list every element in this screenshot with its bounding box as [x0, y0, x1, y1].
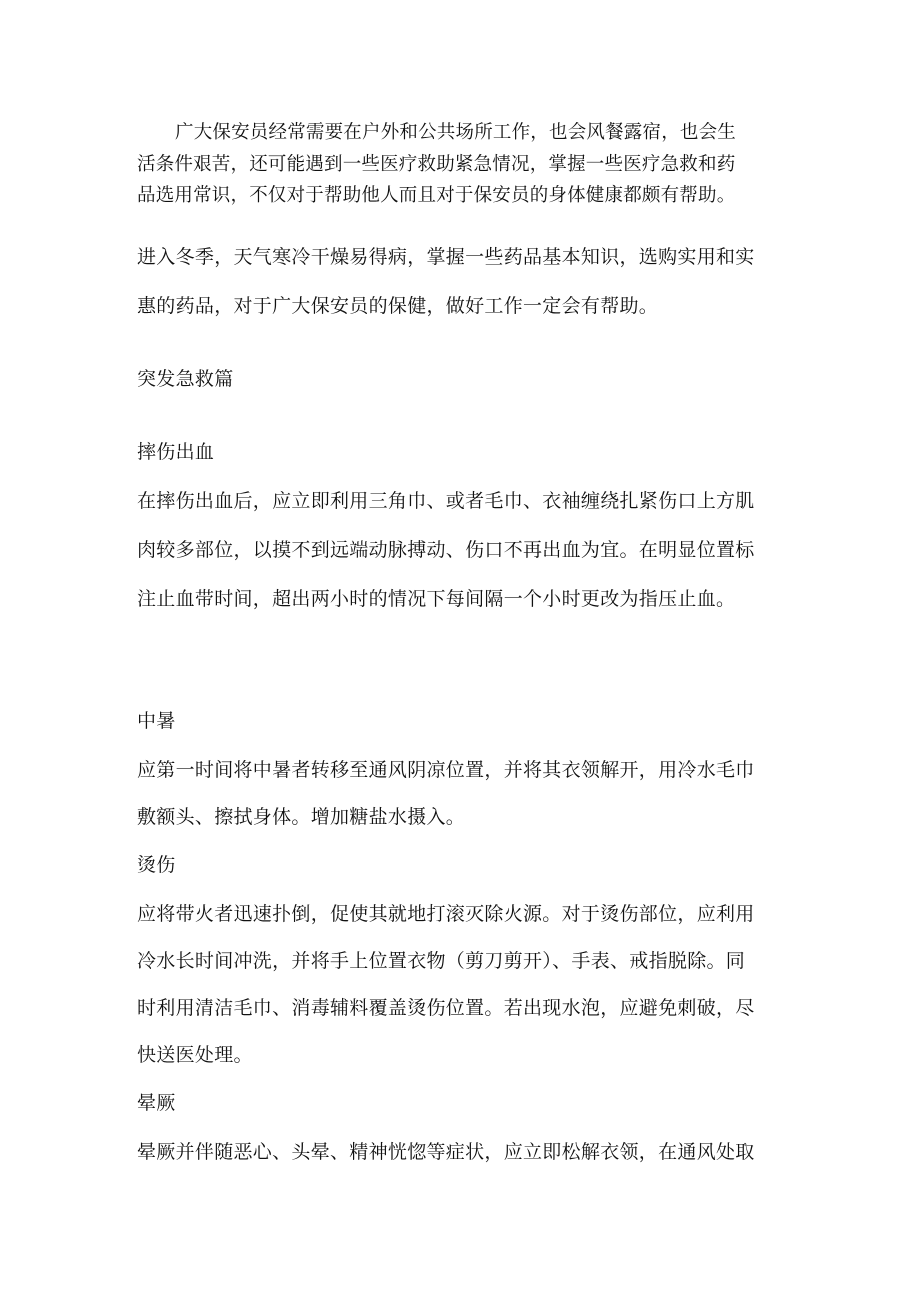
burn-line-2: 冷水长时间冲洗，并将手上位置衣物（剪刀剪开）、手表、戒指脱除。同 — [137, 950, 746, 972]
fall-injury-line-1: 在摔伤出血后，应立即利用三角巾、或者毛巾、衣袖缠绕扎紧伤口上方肌 — [137, 490, 755, 512]
heatstroke-line-1: 应第一时间将中暑者转移至通风阴凉位置，并将其衣领解开，用冷水毛巾 — [137, 759, 755, 781]
burn-line-1: 应将带火者迅速扑倒，促使其就地打滚灭除火源。对于烫伤部位，应利用 — [137, 903, 755, 925]
burn-line-3: 时利用清洁毛巾、消毒辅料覆盖烫伤位置。若出现水泡，应避免刺破，尽 — [137, 997, 755, 1019]
fall-injury-line-2: 肉较多部位，以摸不到远端动脉搏动、伤口不再出血为宜。在明显位置标 — [137, 539, 755, 561]
intro-line-3: 品选用常识，不仅对于帮助他人而且对于保安员的身体健康都颇有帮助。 — [137, 185, 736, 206]
fainting-line-1: 晕厥并伴随恶心、头晕、精神恍惚等症状，应立即松解衣领，在通风处取 — [137, 1141, 755, 1163]
fall-injury-line-3: 注止血带时间，超出两小时的情况下每间隔一个小时更改为指压止血。 — [137, 588, 736, 610]
heatstroke-heading: 中暑 — [137, 710, 176, 732]
winter-line-2: 惠的药品，对于广大保安员的保健，做好工作一定会有帮助。 — [137, 295, 659, 317]
section-title: 突发急救篇 — [137, 368, 234, 390]
burn-line-4: 快送医处理。 — [137, 1044, 253, 1066]
heatstroke-line-2: 敷额头、擦拭身体。增加糖盐水摄入。 — [137, 806, 466, 828]
intro-line-2: 活条件艰苦，还可能遇到一些医疗救助紧急情况，掌握一些医疗急救和药 — [137, 154, 736, 175]
burn-heading: 烫伤 — [137, 854, 176, 876]
winter-line-1: 进入冬季，天气寒冷干燥易得病，掌握一些药品基本知识，选购实用和实 — [137, 246, 755, 268]
intro-line-1: 广大保安员经常需要在户外和公共场所工作，也会风餐露宿，也会生 — [175, 122, 737, 143]
fall-injury-heading: 摔伤出血 — [137, 441, 215, 463]
fainting-heading: 晕厥 — [137, 1092, 176, 1114]
